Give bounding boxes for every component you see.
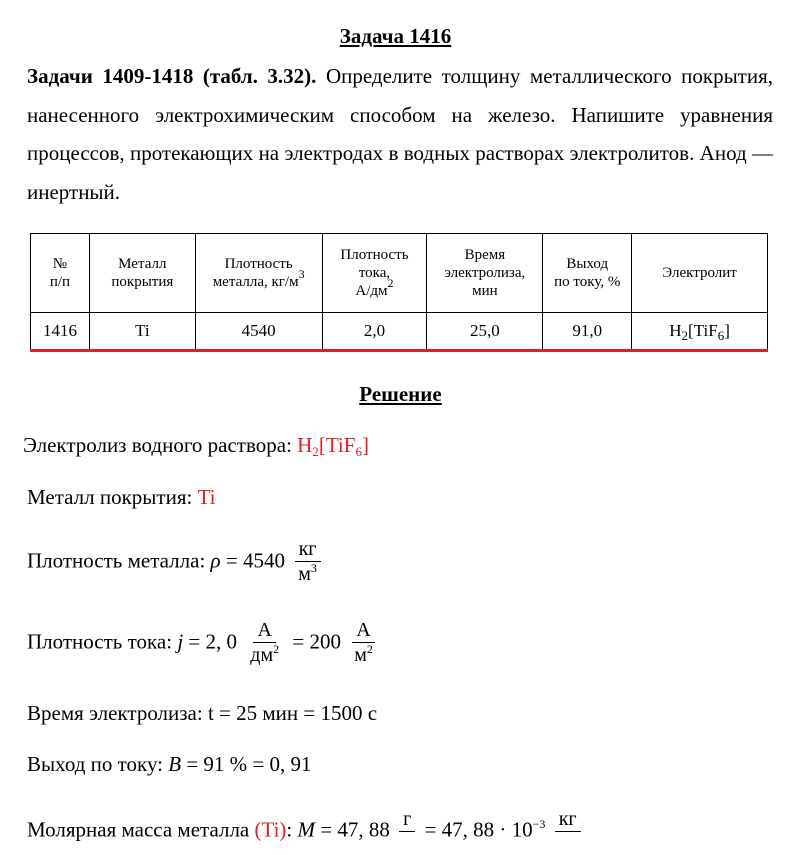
time-line: Время электролиза: t = 25 мин = 1500 с bbox=[27, 701, 378, 725]
metal-value: Ti bbox=[197, 485, 216, 509]
header-electrolyte: Электролит bbox=[632, 234, 768, 313]
density-line: Плотность металла: ρ = 4540 $\frac{кг}{м^3}$ bbox=[27, 538, 325, 587]
problem-text: Определите толщину металлического покрытия, нанесенного электрохимическим способом на железо. Напишите уравнения процессов, протекающих на электродах в водных растворах электролитов. Анод — инертный. bbox=[27, 64, 774, 204]
yield-line: Выход по току: B = 91 % = 0, 91 bbox=[27, 752, 312, 776]
cell-density: 4540 bbox=[195, 313, 322, 351]
header-density: Плотность металла, $кг/м^3$ bbox=[195, 234, 322, 313]
problem-reference: Задачи 1409-1418 (табл. 3.32). bbox=[27, 64, 317, 88]
molar-unit-2: кг bbox=[555, 808, 581, 855]
data-table bbox=[30, 233, 768, 352]
cell-time: 25,0 bbox=[427, 313, 543, 351]
molar-mass-line: Молярная масса металла (Ti): M = 47, 88 г = 47, $88 \cdot 10^{-3}$ кг bbox=[27, 808, 585, 855]
metal-line: Металл покрытия: Ti bbox=[27, 485, 216, 509]
cell-yield: 91,0 bbox=[543, 313, 632, 351]
page-title: Задача 1416 bbox=[339, 24, 452, 48]
current-symbol: j bbox=[177, 629, 184, 654]
molar-metal: (Ti) bbox=[254, 817, 287, 842]
cell-number: 1416 bbox=[31, 313, 90, 351]
table-row bbox=[31, 313, 768, 351]
yield-symbol: B bbox=[168, 752, 182, 776]
header-number: № п/п bbox=[31, 234, 90, 313]
solution-title: Решение bbox=[359, 382, 442, 406]
current-density-line: Плотность тока: j = 2, 0 $\frac{А}{дм^2}$ = 200 $\frac{А}{м^2}$ bbox=[27, 619, 381, 668]
molar-unit-1: г bbox=[399, 808, 415, 855]
cell-current-density: 2,0 bbox=[322, 313, 427, 351]
header-yield: Выход по току, % bbox=[543, 234, 632, 313]
density-symbol: ρ bbox=[210, 548, 221, 573]
table-header-row bbox=[31, 234, 768, 313]
problem-statement bbox=[27, 57, 773, 211]
current-unit-2: $\frac{А}{м^2}$ bbox=[354, 619, 373, 666]
time-value: t = 25 мин = 1500 с bbox=[207, 701, 378, 725]
header-metal: Металл покрытия bbox=[89, 234, 195, 313]
current-unit-1: $\frac{А}{дм^2}$ bbox=[250, 619, 280, 666]
density-unit: $\frac{кг}{м^3}$ bbox=[294, 538, 321, 587]
electrolysis-line: Электролиз водного раствора: $H_2[TiF_6]$ bbox=[23, 433, 369, 459]
header-current-density: Плотность тока, $А/дм^2$ bbox=[322, 234, 427, 313]
header-time: Время электролиза, мин bbox=[427, 234, 543, 313]
electrolyte-formula: $H_2[TiF_6]$ bbox=[297, 433, 369, 459]
molar-symbol: M bbox=[297, 817, 316, 842]
cell-electrolyte: $H_2[TiF_6]$ bbox=[632, 313, 768, 351]
cell-metal: Ti bbox=[89, 313, 195, 351]
